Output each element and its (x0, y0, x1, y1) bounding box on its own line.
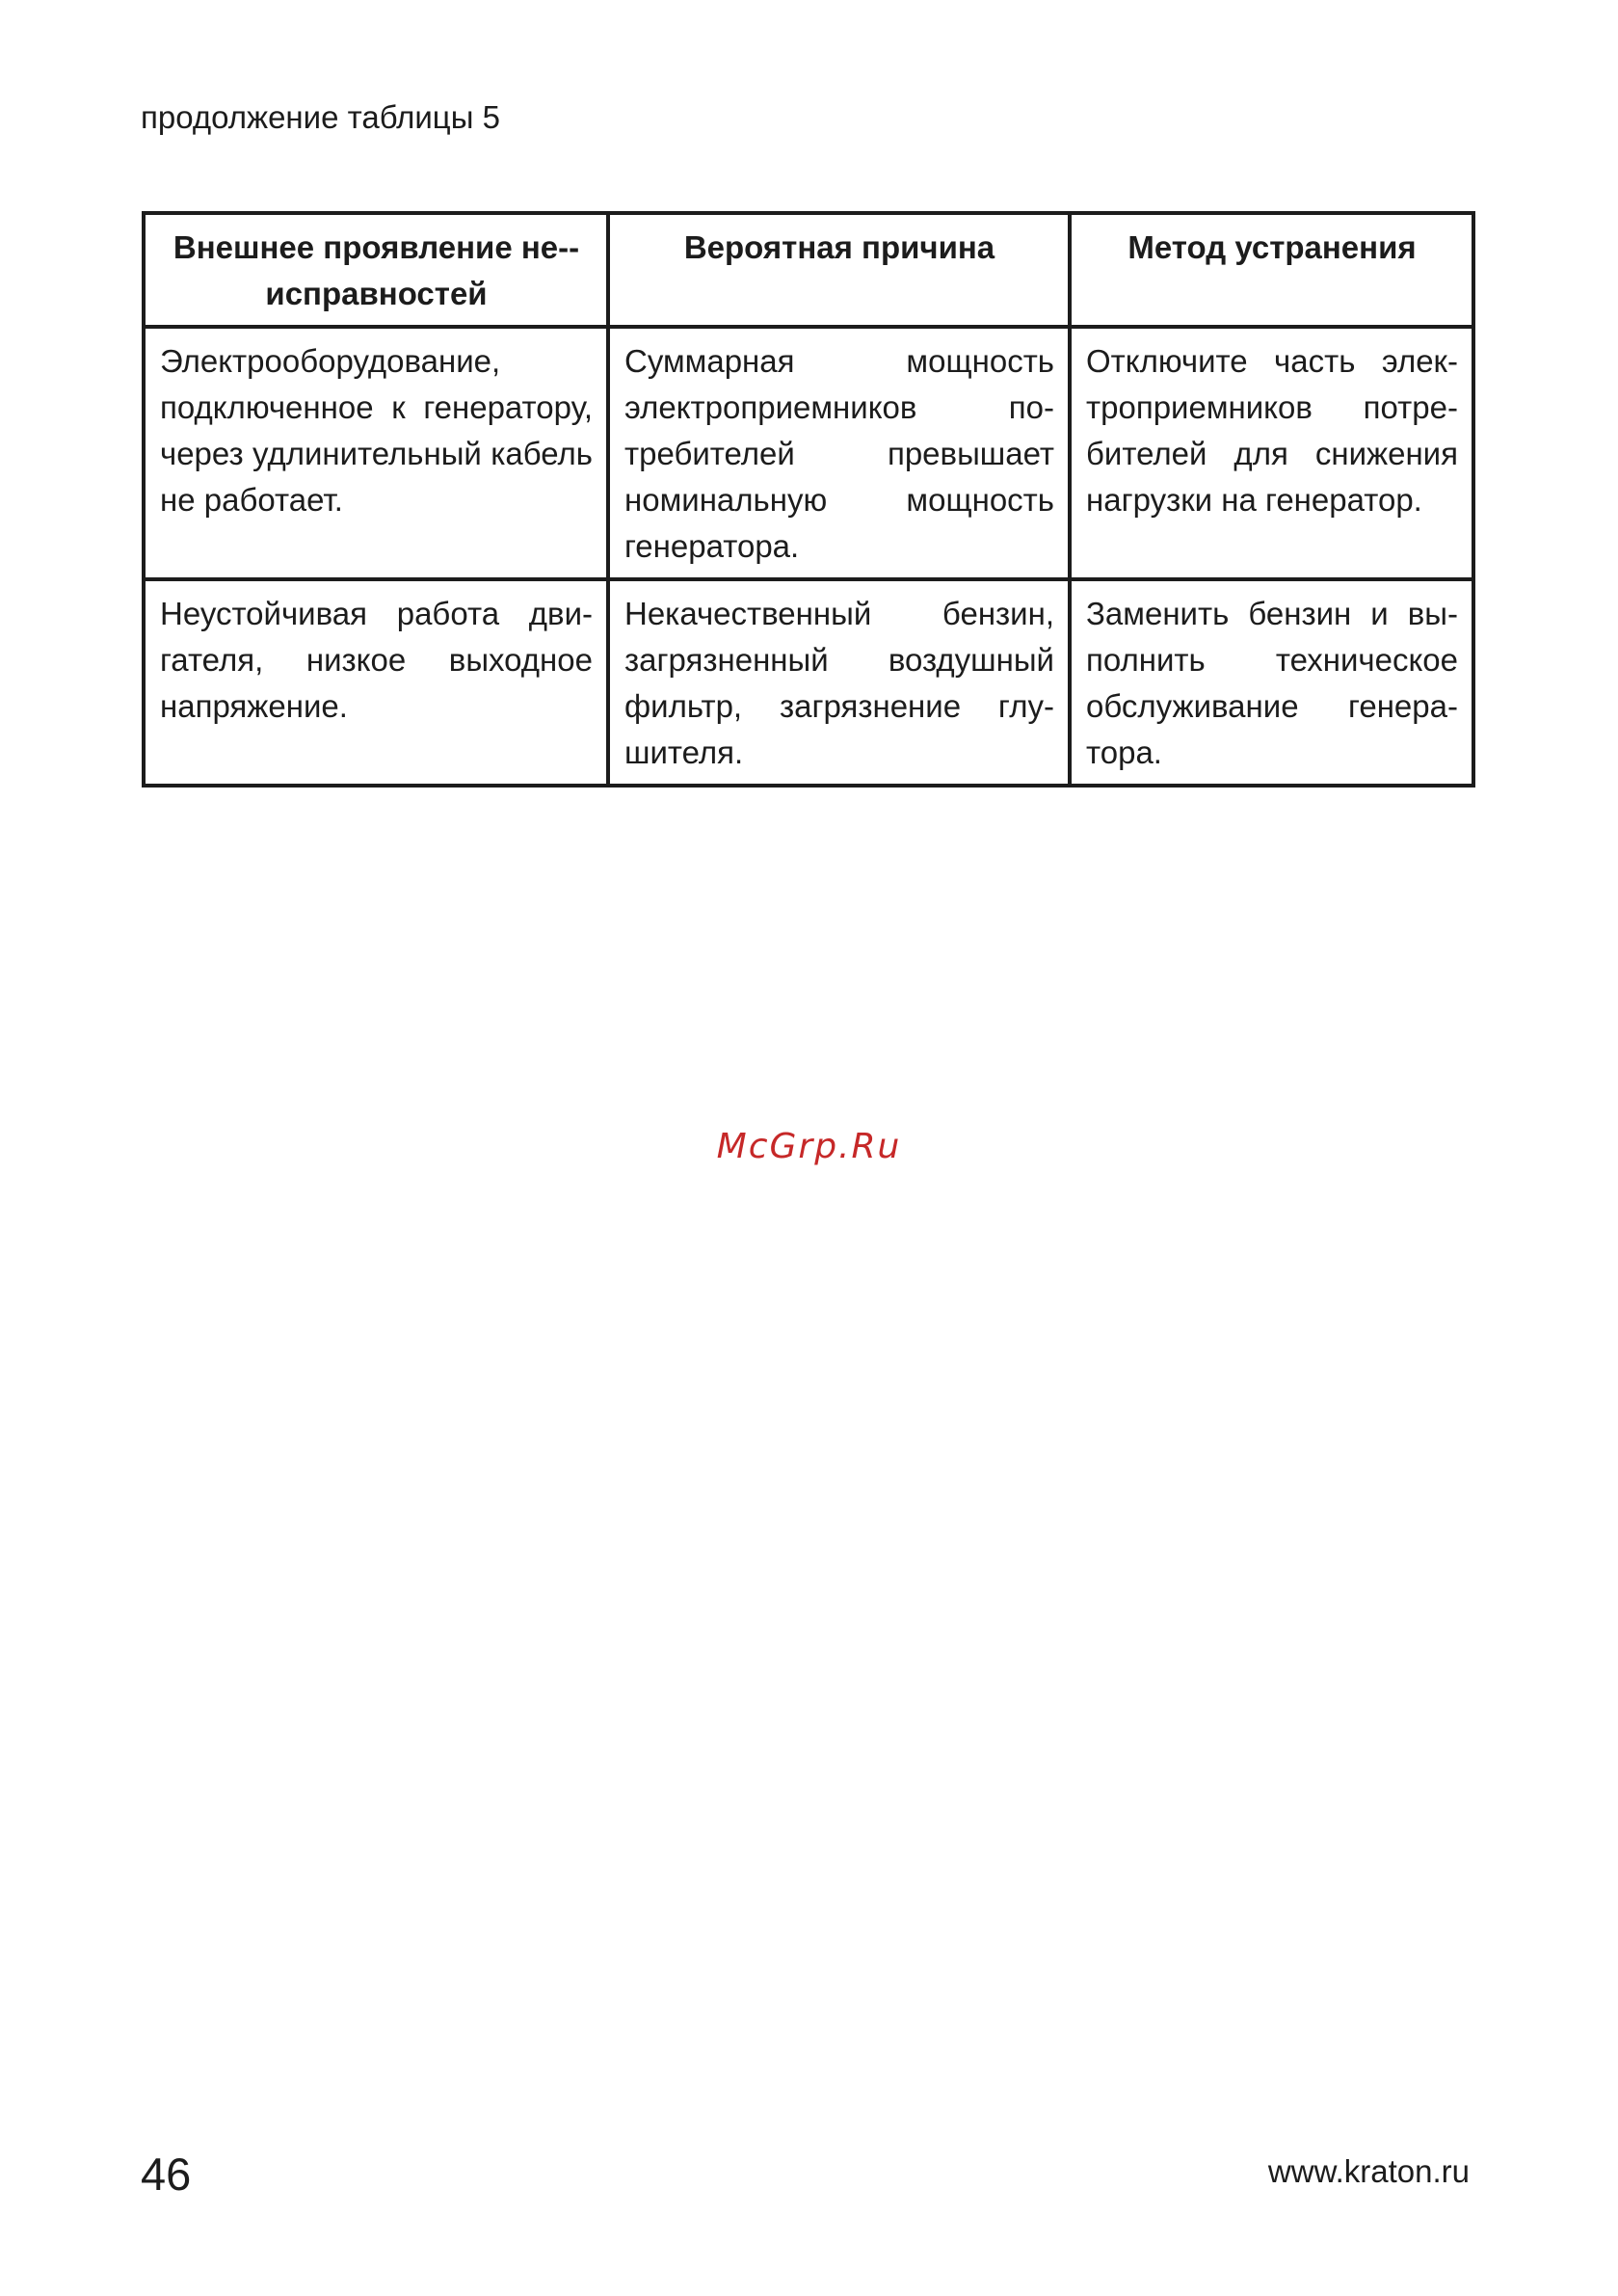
cell-symptom: Неустойчивая работа двигателя, низкое выходное напряжение. (144, 579, 608, 786)
table-header-row (144, 213, 1473, 327)
table-row (144, 327, 1473, 579)
cell-cause: Некачественный бензин, загрязненный воздушный фильтр, загрязнение глушителя. (608, 579, 1070, 786)
cell-remedy: Отключите часть электроприемников потребителей для снижения нагрузки на генератор. (1070, 327, 1473, 579)
table-row (144, 579, 1473, 786)
watermark-text: McGrp.Ru (716, 1127, 902, 1166)
header-cause: Вероятная причина (608, 213, 1070, 327)
page-number: 46 (141, 2149, 192, 2200)
cell-remedy: Заменить бензин и выполнить техническое обслуживание генератора. (1070, 579, 1473, 786)
footer-site-url: www.kraton.ru (1267, 2153, 1470, 2189)
cell-symptom: Электрооборудование, подключенное к генератору, через удлинительный кабель не работает. (144, 327, 608, 579)
header-remedy: Метод устранения (1070, 213, 1473, 327)
table-caption: продолжение таблицы 5 (141, 99, 500, 135)
header-symptom: Внешнее проявление не-исправностей (144, 213, 608, 327)
troubleshooting-table (142, 211, 1475, 788)
cell-cause: Суммарная мощность электроприемников потребителей превышает номинальную мощность генератора. (608, 327, 1070, 579)
